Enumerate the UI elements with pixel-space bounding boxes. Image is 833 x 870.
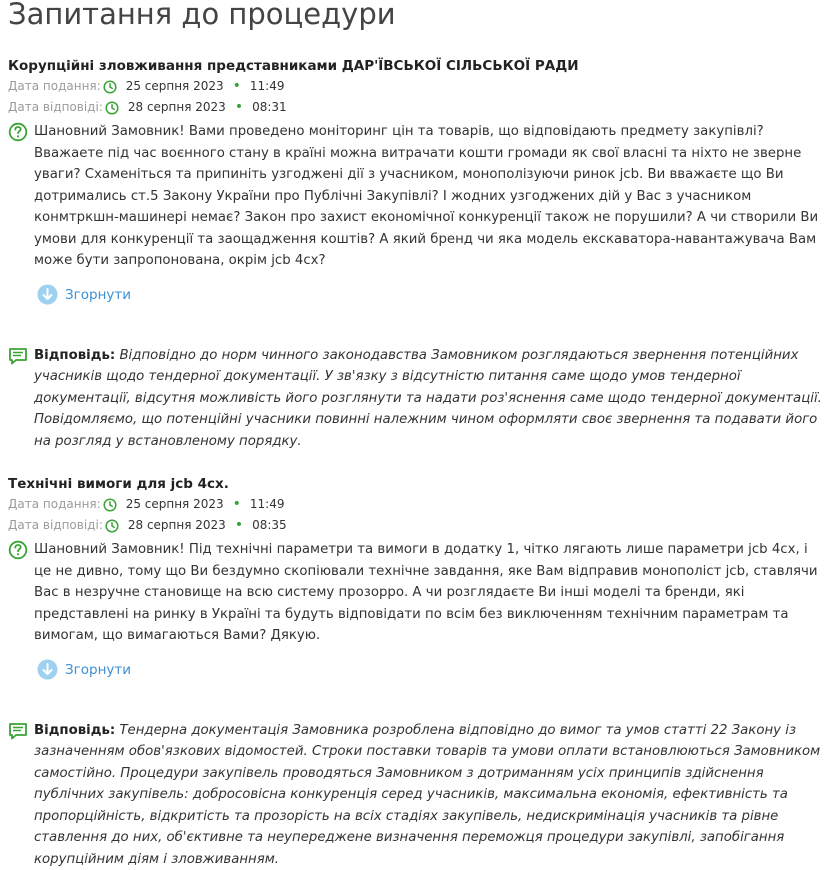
submitted-date-row: [8, 494, 824, 515]
answer-text: Відповідно до норм чинного законодавства Замовником розглядаються звернення потенційних учасників щодо тендерної документації. У зв'язку з відсутністю питання саме щодо умов тендерної документації, відсутня можливість його розглянути та надати роз'яснення саме щодо тендерної документації. Повідомляємо, що потенційні учасники повинні належним чином оформляти своє звернення та подавати його на розгляд у встановленому порядку.: [34, 348, 822, 449]
answer-body: [8, 720, 824, 870]
question-title: Технічні вимоги для jcb 4cx.: [8, 474, 824, 494]
answered-time: 08:31: [252, 97, 287, 118]
submitted-date-label: Дата подання:: [8, 76, 101, 97]
answered-date-label: Дата відповіді:: [8, 515, 103, 536]
answered-date-row: [8, 97, 824, 118]
collapse-button[interactable]: [37, 659, 824, 681]
collapse-label: Згорнути: [65, 662, 131, 678]
answered-date-label: Дата відповіді:: [8, 97, 103, 118]
separator-dot: •: [235, 97, 243, 118]
page-title: Запитання до процедури: [8, 0, 396, 31]
separator-dot: •: [233, 76, 241, 97]
answered-time: 08:35: [252, 515, 287, 536]
submitted-date: 25 серпня 2023: [126, 76, 224, 97]
question-body: [8, 539, 824, 647]
separator-dot: •: [235, 515, 243, 536]
clock-icon: [105, 519, 119, 533]
answer-label: Відповідь:: [34, 348, 115, 363]
answered-date: 28 серпня 2023: [128, 515, 226, 536]
question-body: [8, 121, 824, 272]
submitted-date-label: Дата подання:: [8, 494, 101, 515]
clock-icon: [103, 498, 117, 512]
submitted-date: 25 серпня 2023: [126, 494, 224, 515]
submitted-time: 11:49: [250, 76, 285, 97]
question-circle-icon: [8, 122, 28, 142]
answer-text: Тендерна документація Замовника розроблена відповідно до вимог та умов статті 22 Закону із зазначенням обов'язкових відомостей. Строки поставки товарів та умови оплати встановлюються Замовником самостійно. Процедури закупівель проводяться Замовником з дотриманням усіх принципів здійснення публічних закупівель: добросовісна конкуренція серед учасників, максимальна економія, ефективність та пропорційність, відкритість та прозорість на всіх стадіях закупівель, недискримінація учасників та рівне ставлення до них, об'єктивне та неупереджене визначення переможця процедури закупівлі, запобігання корупційним діям і зловживанням.: [34, 723, 820, 867]
question-title: Корупційні зловживання представниками ДАР'ЇВСЬКОЇ СІЛЬСЬКОЇ РАДИ: [8, 56, 824, 76]
question-item: [8, 56, 824, 452]
answer-body: [8, 345, 824, 453]
arrow-down-circle-icon: [37, 659, 58, 680]
question-circle-icon: [8, 540, 28, 560]
collapse-label: Згорнути: [65, 287, 131, 303]
clock-icon: [103, 80, 117, 94]
collapse-button[interactable]: [37, 284, 824, 306]
question-text: Шановний Замовник! Вами проведено моніторинг цін та товарів, що відповідають предмету закупівлі? Вважаете під час воєнного стану в країні можна витрачати кошти громади як свої власні та ніхто не зверне уваги? Схаменіться та припиніть узгоджені дії з учасником, монополізуючи ринок jcb. Ви вважаєте що Ви дотримались ст.5 Закону України про Публічні Закупівлі? І жодних узгоджених дій у Вас з учасником конмтркшн-машинері немає? Закон про захист економічної конкуренції також не порушили? А чи створили Ви умови для конкуренції та заощадження коштів? А який бренд чи яка модель екскаватора-навантажувача Вам може бути запропонована, окрім jcb 4cx?: [34, 121, 824, 272]
submitted-date-row: [8, 76, 824, 97]
separator-dot: •: [233, 494, 241, 515]
answered-date: 28 серпня 2023: [128, 97, 226, 118]
answer-label: Відповідь:: [34, 723, 115, 738]
answered-date-row: [8, 515, 824, 536]
submitted-time: 11:49: [250, 494, 285, 515]
question-text: Шановний Замовник! Під технічні параметри та вимоги в додатку 1, чітко лягають лише параметри jcb 4cx, і це не дивно, тому що Ви бездумно скопіювали технічне завдання, яке Вам відправив монополіст jcb, ставлячи Вас в незручне становище на всю систему прозорро. А чи розглядаєте Ви інші моделі та бренди, які представлені на ринку в Україні та будуть відповідати по всім без виключенням технічним параметрам та вимогам, що вимагаються Вами? Дякую.: [34, 539, 824, 647]
clock-icon: [105, 101, 119, 115]
arrow-down-circle-icon: [37, 284, 58, 305]
speech-bubble-icon: [8, 721, 28, 741]
question-item: [8, 474, 824, 870]
speech-bubble-icon: [8, 346, 28, 366]
